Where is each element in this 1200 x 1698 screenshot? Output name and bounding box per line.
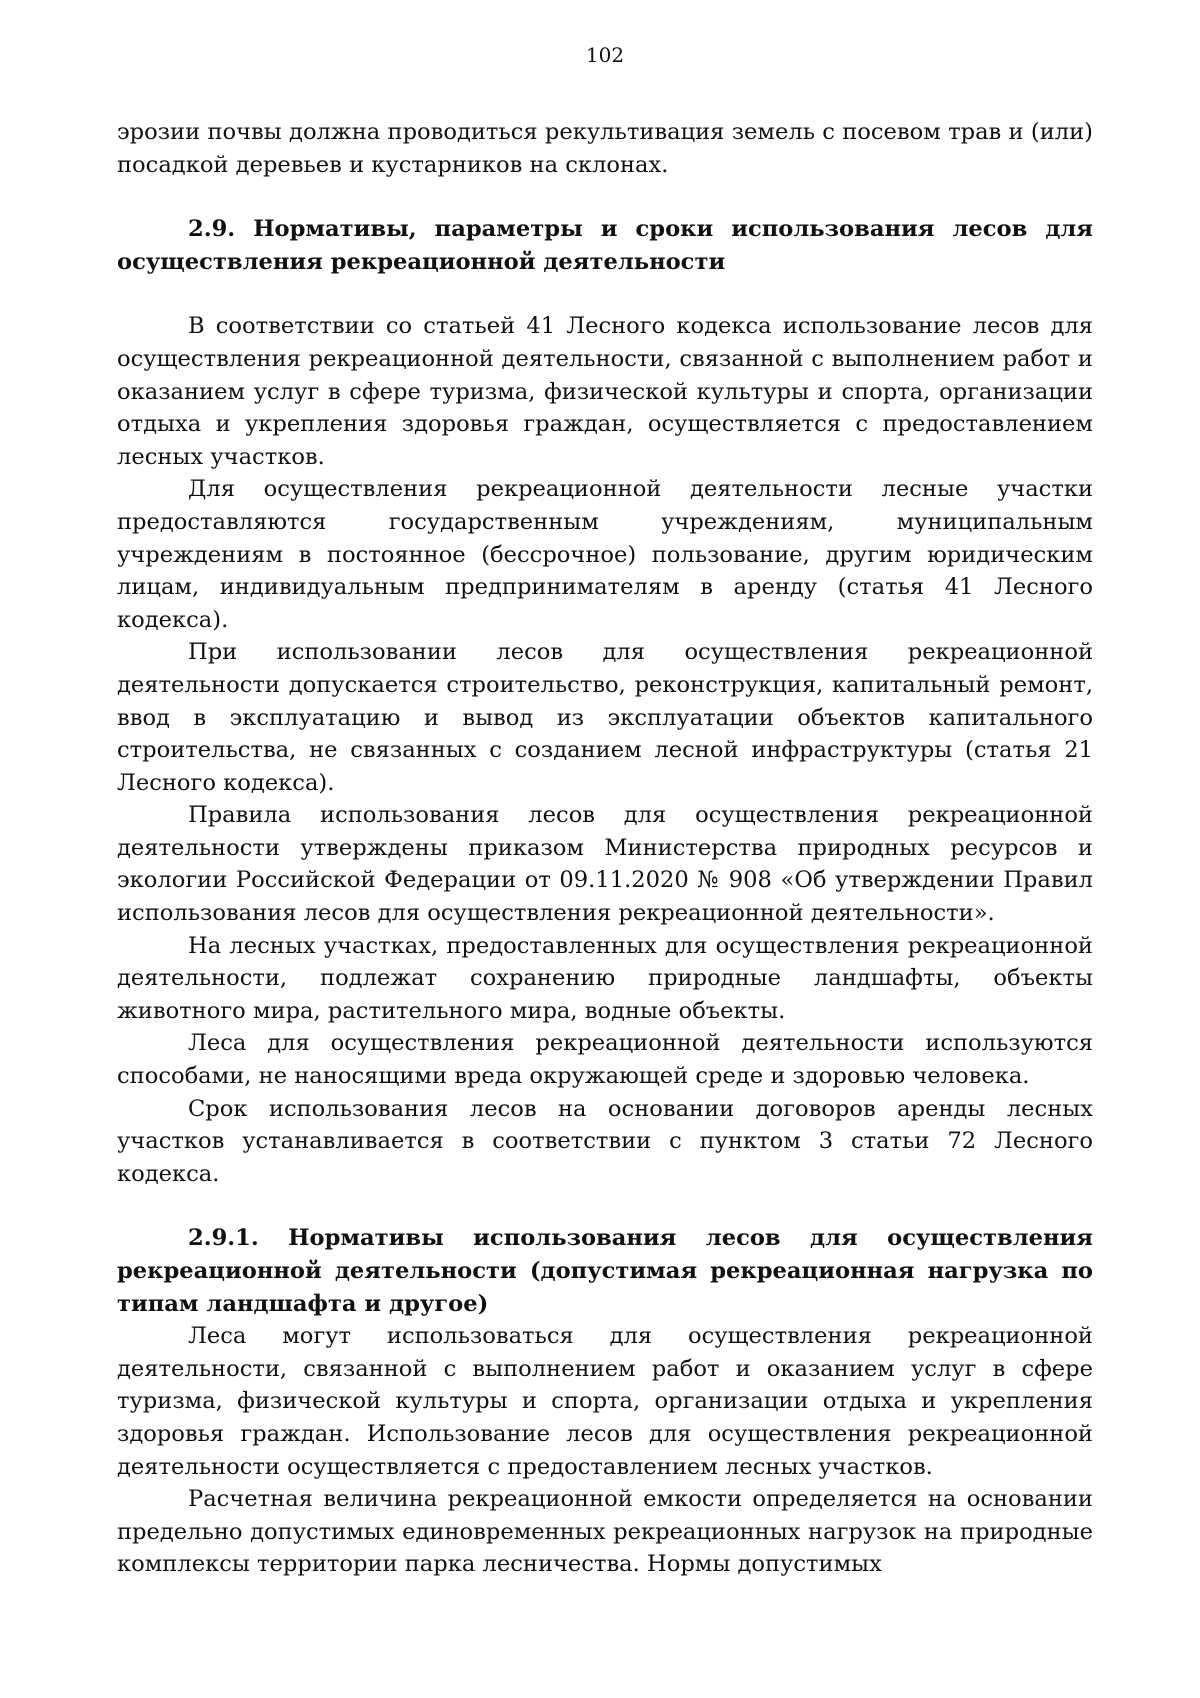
- paragraph: Расчетная величина рекреационной емкости определяется на основании предельно допустимых единовременных рекреационных нагрузок на природные комплексы территории парка лесничества. Нормы допустимых: [117, 1486, 1093, 1578]
- section-heading-2-9: 2.9. Нормативы, параметры и сроки использования лесов для осуществления рекреационной деятельности: [117, 216, 1093, 275]
- paragraph: В соответствии со статьей 41 Лесного кодекса использование лесов для осуществления рекреационной деятельности, связанной с выполнением работ и оказанием услуг в сфере туризма, физической культуры и спорта, организации отдыха и укрепления здоровья граждан, осуществляется с предоставлением лесных участков.: [117, 313, 1093, 470]
- paragraph-continuation: эрозии почвы должна проводиться рекультивация земель с посевом трав и (или) посадкой деревьев и кустарников на склонах.: [117, 119, 1093, 178]
- paragraph: При использовании лесов для осуществления рекреационной деятельности допускается строительство, реконструкция, капитальный ремонт, ввод в эксплуатацию и вывод из эксплуатации объектов капитального строительства, не связанных с созданием лесной инфраструктуры (статья 21 Лесного кодекса).: [117, 639, 1093, 796]
- paragraph: Леса могут использоваться для осуществления рекреационной деятельности, связанной с выполнением работ и оказанием услуг в сфере туризма, физической культуры и спорта, организации отдыха и укрепления здоровья граждан. Использование лесов для осуществления рекреационной деятельности осуществляется с предоставлением лесных участков.: [117, 1323, 1093, 1480]
- page-number: 102: [585, 43, 625, 67]
- document-body: [117, 116, 1093, 1581]
- paragraph: Леса для осуществления рекреационной деятельности используются способами, не наносящими вреда окружающей среде и здоровью человека.: [117, 1030, 1093, 1090]
- section-heading-2-9-1: 2.9.1. Нормативы использования лесов для осуществления рекреационной деятельности (допустимая рекреационная нагрузка по типам ландшафта и другое): [117, 1225, 1093, 1317]
- paragraph: На лесных участках, предоставленных для осуществления рекреационной деятельности, подлежат сохранению природные ландшафты, объекты животного мира, растительного мира, водные объекты.: [117, 932, 1093, 1024]
- paragraph: Срок использования лесов на основании договоров аренды лесных участков устанавливается в соответствии с пунктом 3 статьи 72 Лесного кодекса.: [117, 1095, 1093, 1187]
- paragraph: Для осуществления рекреационной деятельности лесные участки предоставляются государственным учреждениям, муниципальным учреждениям в постоянное (бессрочное) пользование, другим юридическим лицам, индивидуальным предпринимателям в аренду (статья 41 Лесного кодекса).: [117, 476, 1093, 633]
- paragraph: Правила использования лесов для осуществления рекреационной деятельности утверждены приказом Министерства природных ресурсов и экологии Российской Федерации от 09.11.2020 № 908 «Об утверждении Правил использования лесов для осуществления рекреационной деятельности».: [117, 802, 1093, 927]
